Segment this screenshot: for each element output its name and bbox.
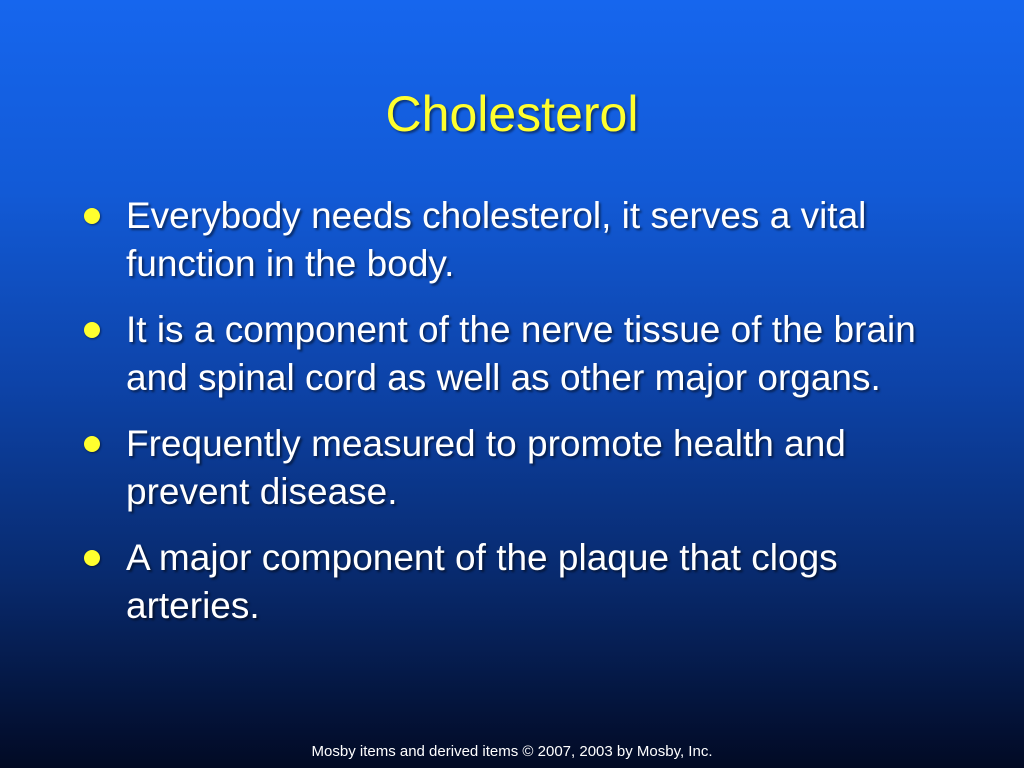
- bullet-text: A major component of the plaque that clogs arteries.: [126, 537, 838, 626]
- bullet-text: Frequently measured to promote health and prevent disease.: [126, 423, 846, 512]
- bullet-item: [84, 306, 964, 402]
- bullet-marker-icon: [84, 550, 100, 566]
- bullet-text: Everybody needs cholesterol, it serves a vital function in the body.: [126, 195, 867, 284]
- copyright-footer: Mosby items and derived items © 2007, 2003 by Mosby, Inc.: [311, 743, 713, 760]
- bullet-list: [84, 192, 964, 648]
- bullet-item: [84, 420, 964, 516]
- bullet-marker-icon: [84, 436, 100, 452]
- bullet-item: [84, 534, 964, 630]
- slide-title: Cholesterol: [385, 86, 639, 142]
- bullet-item: [84, 192, 964, 288]
- bullet-text: It is a component of the nerve tissue of the brain and spinal cord as well as other major organs.: [126, 309, 916, 398]
- bullet-marker-icon: [84, 322, 100, 338]
- bullet-marker-icon: [84, 208, 100, 224]
